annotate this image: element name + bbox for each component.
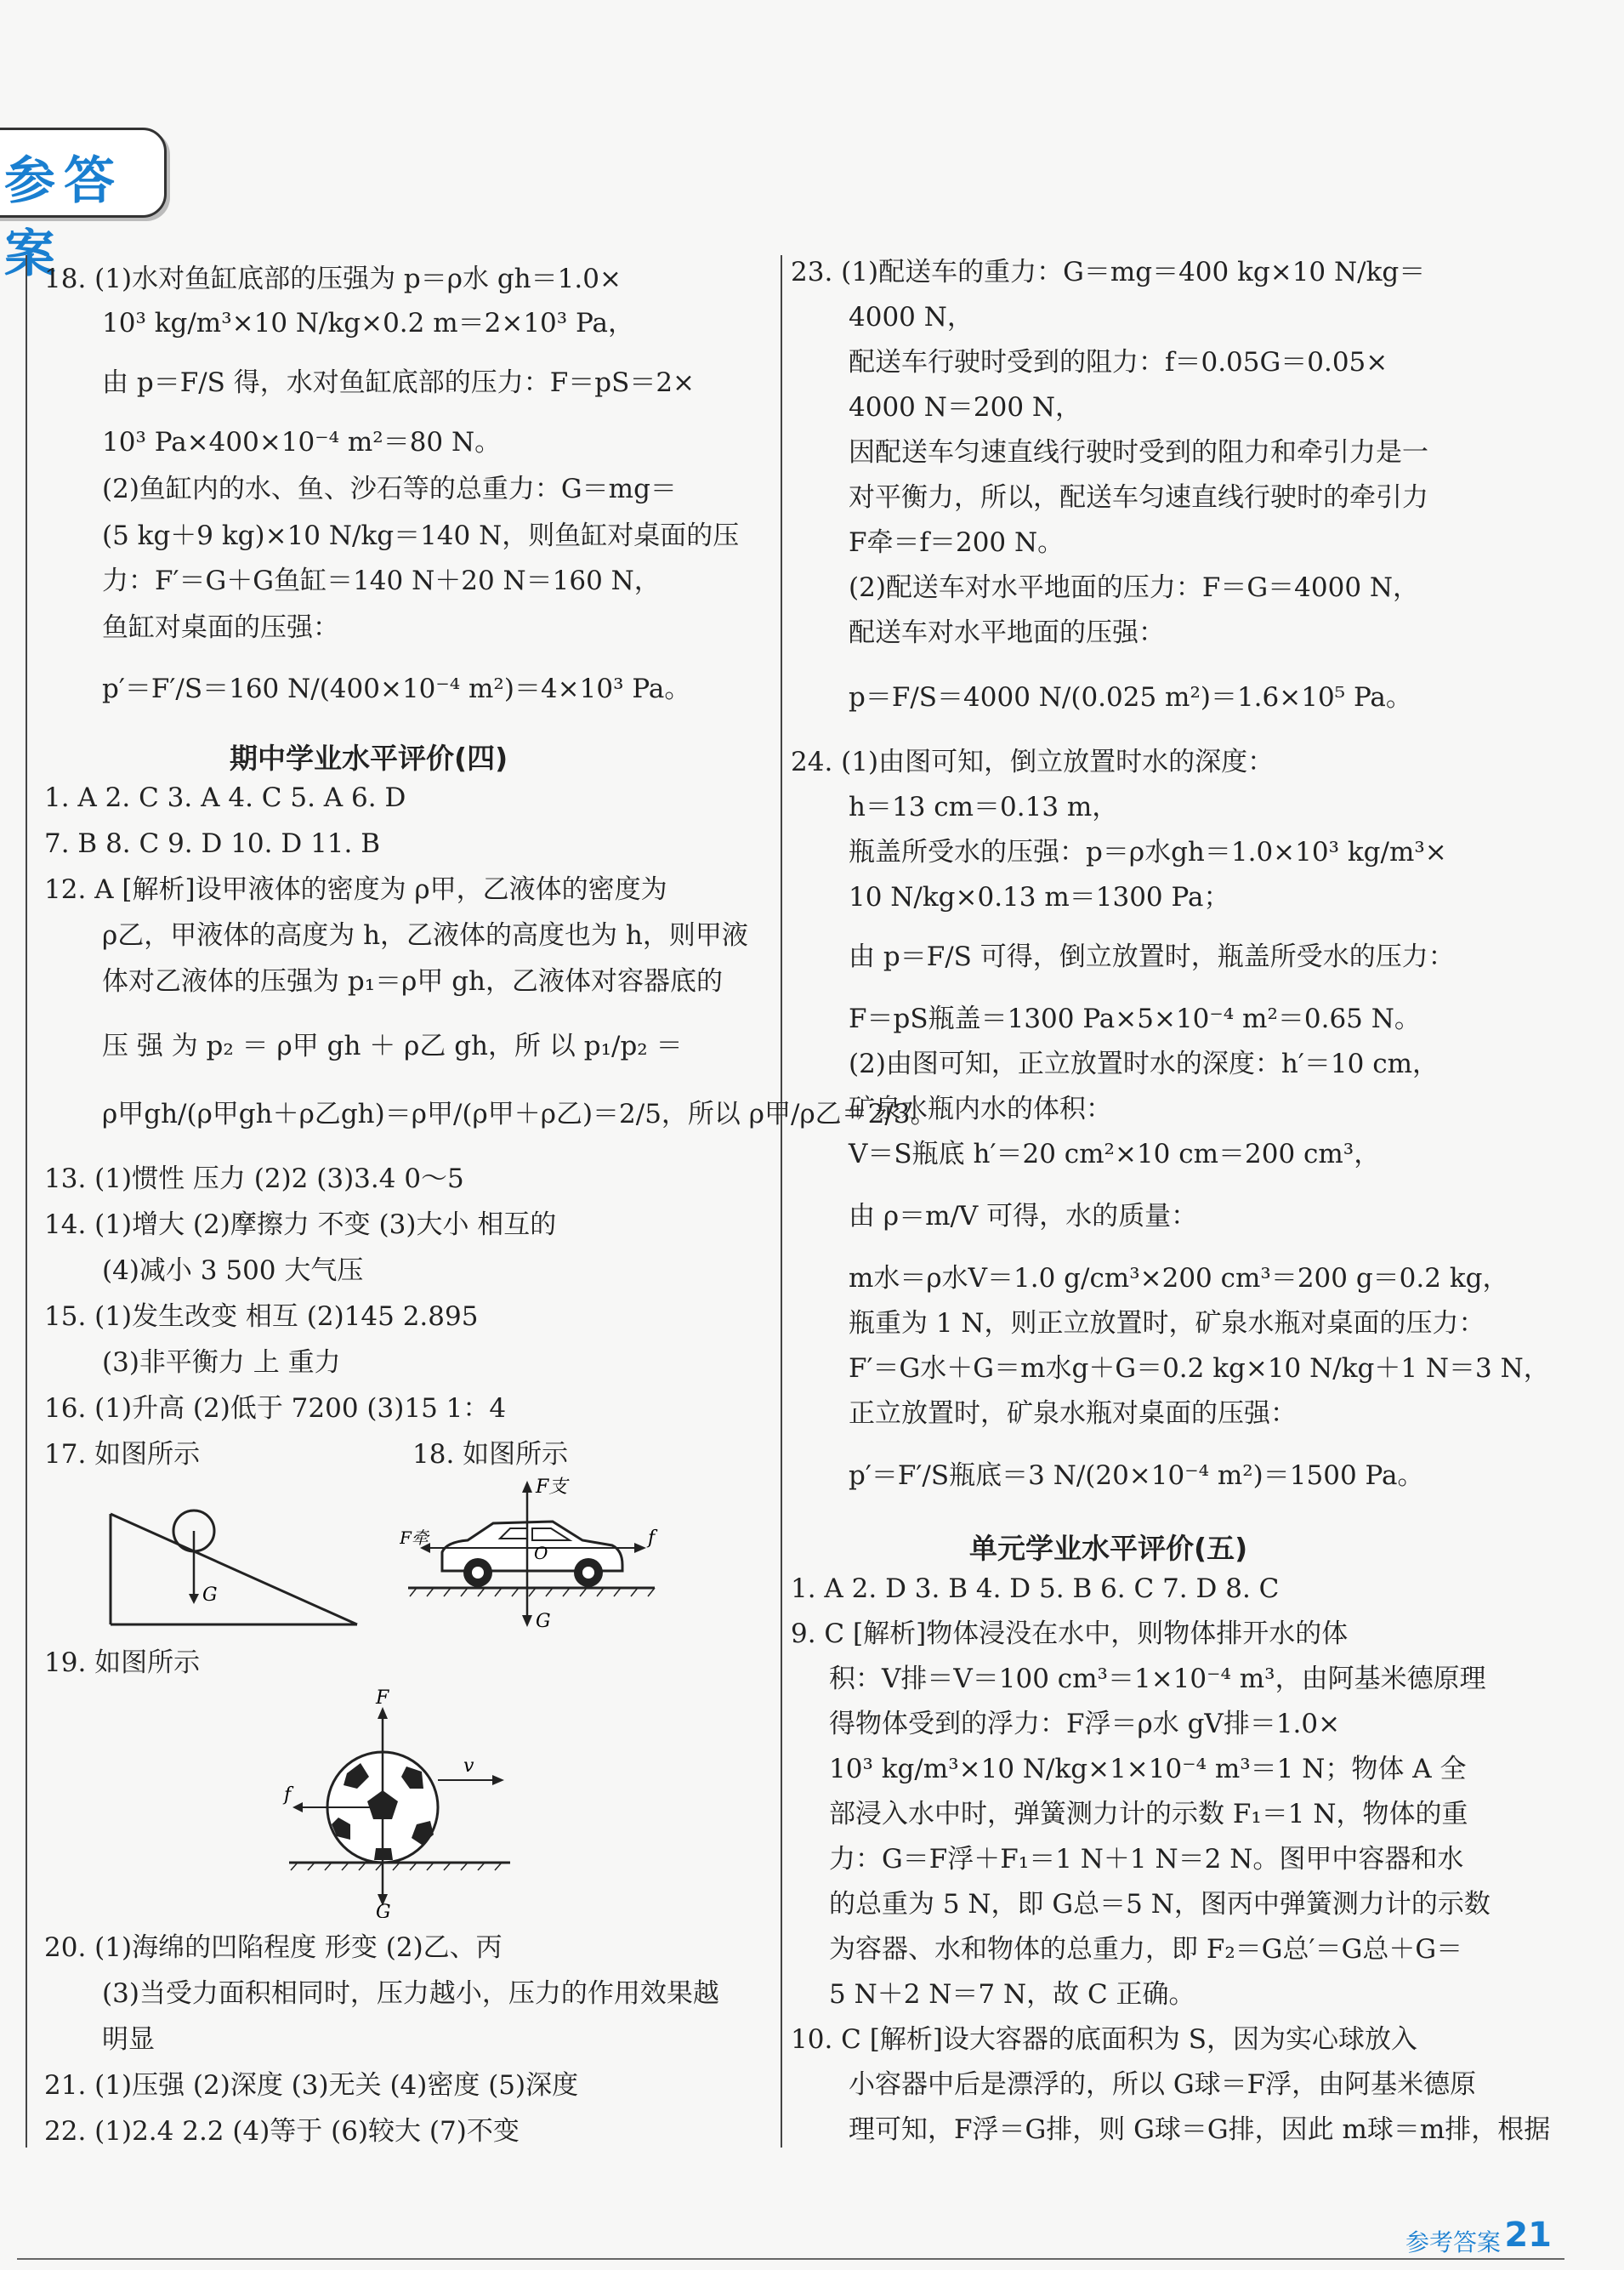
right-line-16: F＝pS瓶盖＝1300 Pa×5×10⁻⁴ m²＝0.65 N。	[849, 1004, 1421, 1034]
right-line-14: 10 N/kg×0.13 m＝1300 Pa；	[849, 882, 1230, 913]
left-line-2: 10³ kg/m³×10 N/kg×0.2 m＝2×10³ Pa，	[102, 308, 634, 339]
left-line-31: 22. (1)2.4 2.2 (4)等于 (6)较大 (7)不变	[44, 2116, 520, 2147]
right-line-18: 矿泉水瓶内水的体积：	[849, 1094, 1112, 1124]
left-line-14: ρ乙，甲液体的高度为 h，乙液体的高度也为 h，则甲液	[102, 920, 748, 951]
right-line-13: 瓶盖所受水的压强：p＝ρ水gh＝1.0×10³ kg/m³×	[849, 837, 1447, 868]
right-line-15: 由 p＝F/S 可得，倒立放置时，瓶盖所受水的压力：	[849, 942, 1455, 972]
label-fqian: F牵	[400, 1528, 429, 1548]
left-line-6: (5 kg＋9 kg)×10 N/kg＝140 N，则鱼缸对桌面的压	[102, 521, 740, 551]
right-line-3: 配送车行驶时受到的阻力：f＝0.05G＝0.05×	[849, 347, 1388, 378]
left-line-26: 19. 如图所示	[44, 1647, 201, 1678]
section-heading-unit5: 单元学业水平评价(五)	[969, 1532, 1248, 1565]
right-line-20: 由 ρ＝m/V 可得，水的质量：	[849, 1201, 1198, 1232]
right-line-22: 瓶重为 1 N，则正立放置时，矿泉水瓶对桌面的压力：	[849, 1308, 1485, 1339]
left-line-16: 压 强 为 p₂ ＝ ρ甲 gh ＋ ρ乙 gh，所 以 p₁/p₂ ＝	[102, 1031, 683, 1061]
answer-header-tab	[0, 128, 167, 284]
figure-18-car	[400, 1476, 672, 1646]
right-line-29: 积：V排＝V＝100 cm³＝1×10⁻⁴ m³，由阿基米德原理	[829, 1664, 1486, 1694]
figure-19-ball	[272, 1688, 527, 1918]
right-line-35: 为容器、水和物体的总重力，即 F₂＝G总′＝G总＋G＝	[829, 1934, 1463, 1965]
label-f-left-19: f	[284, 1784, 292, 1806]
left-line-19: 14. (1)增大 (2)摩擦力 不变 (3)大小 相互的	[44, 1209, 557, 1240]
left-line-17: ρ甲gh/(ρ甲gh＋ρ乙gh)＝ρ甲/(ρ甲＋ρ乙)＝2/5，所以 ρ甲/ρ乙＝2/3。	[102, 1099, 937, 1129]
left-line-4: 10³ Pa×400×10⁻⁴ m²＝80 N。	[102, 427, 502, 458]
left-line-25: 18. 如图所示	[412, 1439, 569, 1470]
label-fzhi: F支	[536, 1476, 568, 1498]
header-title: 参答案	[4, 151, 123, 284]
footer-rule	[17, 2258, 1564, 2260]
right-line-11: 24. (1)由图可知，倒立放置时水的深度：	[791, 747, 1275, 777]
left-line-24: 17. 如图所示	[44, 1439, 201, 1470]
left-line-11: 1. A 2. C 3. A 4. C 5. A 6. D	[44, 782, 406, 813]
left-line-28: (3)当受力面积相同时，压力越小，压力的作用效果越	[102, 1978, 719, 2009]
label-f-18: f	[648, 1528, 656, 1549]
left-line-30: 21. (1)压强 (2)深度 (3)无关 (4)密度 (5)深度	[44, 2070, 579, 2101]
right-line-23: F′＝G水＋G＝m水g＋G＝0.2 kg×10 N/kg＋1 N＝3 N，	[849, 1353, 1550, 1384]
right-line-12: h＝13 cm＝0.13 m，	[849, 792, 1119, 822]
label-v: v	[463, 1755, 474, 1777]
right-line-2: 4000 N，	[849, 302, 974, 333]
right-line-5: 因配送车匀速直线行驶时受到的阻力和牵引力是一	[849, 437, 1428, 468]
right-line-36: 5 N＋2 N＝7 N，故 C 正确。	[829, 1979, 1195, 2010]
right-line-39: 理可知，F浮＝G排，则 G球＝G排，因此 m球＝m排，根据	[849, 2114, 1551, 2145]
left-line-9: p′＝F′/S＝160 N/(400×10⁻⁴ m²)＝4×10³ Pa。	[102, 674, 691, 704]
label-g-17: G	[202, 1584, 218, 1606]
left-line-1: 18. (1)水对鱼缸底部的压强为 p＝ρ水 gh＝1.0×	[44, 264, 622, 294]
incline-slope	[111, 1514, 357, 1624]
section-heading-midterm: 期中学业水平评价(四)	[230, 742, 508, 775]
left-line-7: 力：F′＝G＋G鱼缸＝140 N＋20 N＝160 N，	[102, 566, 661, 596]
right-line-8: (2)配送车对水平地面的压力：F＝G＝4000 N，	[849, 572, 1420, 603]
left-line-18: 13. (1)惯性 压力 (2)2 (3)3.4 0～5	[44, 1163, 464, 1194]
right-line-1: 23. (1)配送车的重力：G＝mg＝400 kg×10 N/kg＝	[791, 257, 1426, 287]
left-line-29: 明显	[102, 2024, 155, 2055]
right-line-28: 9. C [解析]物体浸没在水中，则物体排开水的体	[791, 1619, 1349, 1649]
right-line-32: 部浸入水中时，弹簧测力计的示数 F₁＝1 N，物体的重	[829, 1799, 1468, 1829]
left-line-27: 20. (1)海绵的凹陷程度 形变 (2)乙、丙	[44, 1932, 503, 1963]
right-line-25: p′＝F′/S瓶底＝3 N/(20×10⁻⁴ m²)＝1500 Pa。	[849, 1460, 1424, 1491]
left-line-22: (3)非平衡力 上 重力	[102, 1347, 341, 1378]
gravity-arrowhead-17	[189, 1594, 199, 1604]
right-line-19: V＝S瓶底 h′＝20 cm²×10 cm＝200 cm³，	[849, 1139, 1381, 1169]
right-line-30: 得物体受到的浮力：F浮＝ρ水 gV排＝1.0×	[829, 1709, 1341, 1739]
right-line-9: 配送车对水平地面的压强：	[849, 617, 1165, 648]
right-line-17: (2)由图可知，正立放置时水的深度：h′＝10 cm，	[849, 1049, 1439, 1079]
right-line-4: 4000 N＝200 N，	[849, 392, 1082, 423]
left-line-23: 16. (1)升高 (2)低于 7200 (3)15 1：4	[44, 1393, 507, 1424]
right-line-10: p＝F/S＝4000 N/(0.025 m²)＝1.6×10⁵ Pa。	[849, 682, 1412, 713]
right-line-7: F牵＝f＝200 N。	[849, 527, 1065, 558]
label-o: O	[534, 1543, 548, 1563]
right-line-38: 小容器中后是漂浮的，所以 G球＝F浮，由阿基米德原	[849, 2069, 1477, 2100]
left-line-3: 由 p＝F/S 得，水对鱼缸底部的压力：F＝pS＝2×	[102, 367, 696, 398]
label-g-19: G	[376, 1902, 391, 1918]
footer-label: 参考答案	[1405, 2228, 1501, 2256]
left-line-5: (2)鱼缸内的水、鱼、沙石等的总重力：G＝mg＝	[102, 474, 677, 504]
right-line-34: 的总重为 5 N，即 G总＝5 N，图丙中弹簧测力计的示数	[829, 1889, 1491, 1920]
left-line-20: (4)减小 3 500 大气压	[102, 1255, 364, 1286]
left-line-15: 体对乙液体的压强为 p₁＝ρ甲 gh，乙液体对容器底的	[102, 966, 724, 997]
right-line-37: 10. C [解析]设大容器的底面积为 S，因为实心球放入	[791, 2024, 1418, 2055]
figure-17-incline	[102, 1505, 366, 1633]
right-line-24: 正立放置时，矿泉水瓶对桌面的压强：	[849, 1398, 1297, 1429]
right-line-21: m水＝ρ水V＝1.0 g/cm³×200 cm³＝200 g＝0.2 kg，	[849, 1263, 1509, 1294]
label-g-18: G	[536, 1611, 551, 1632]
right-line-31: 10³ kg/m³×10 N/kg×1×10⁻⁴ m³＝1 N；物体 A 全	[829, 1754, 1467, 1784]
label-f-up-19: F	[376, 1688, 389, 1709]
left-line-12: 7. B 8. C 9. D 10. D 11. B	[44, 828, 381, 859]
left-line-13: 12. A [解析]设甲液体的密度为 ρ甲，乙液体的密度为	[44, 874, 667, 905]
right-line-27: 1. A 2. D 3. B 4. D 5. B 6. C 7. D 8. C	[791, 1573, 1280, 1604]
right-line-33: 力：G＝F浮＋F₁＝1 N＋1 N＝2 N。图甲中容器和水	[829, 1844, 1464, 1875]
left-line-8: 鱼缸对桌面的压强：	[102, 612, 339, 643]
page-number: 21	[1504, 2216, 1552, 2255]
right-line-6: 对平衡力，所以，配送车匀速直线行驶时的牵引力	[849, 482, 1428, 513]
left-line-21: 15. (1)发生改变 相互 (2)145 2.895	[44, 1301, 479, 1332]
